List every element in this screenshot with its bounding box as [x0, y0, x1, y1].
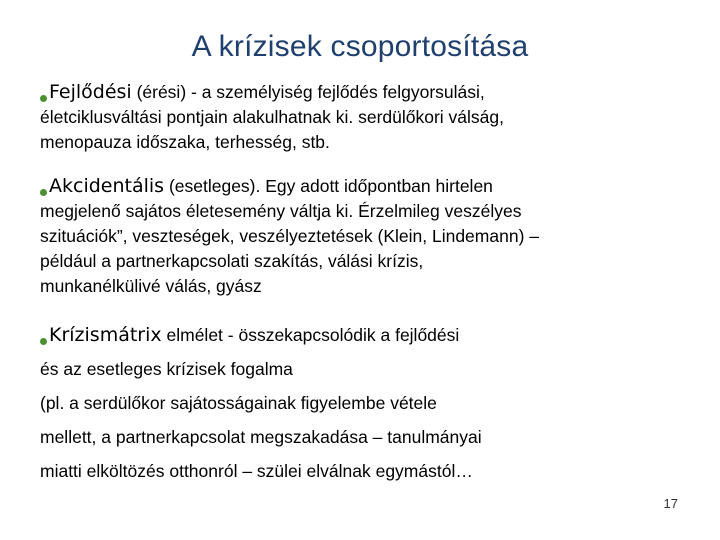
bullet-dot-icon: [40, 95, 47, 102]
bullet-dot-icon: [40, 338, 47, 345]
bullet-line: és az esetleges krízisek fogalma: [40, 359, 293, 379]
bullet-line: (pl. a serdülőkor sajátosságainak figyelembe vétele: [40, 393, 437, 413]
bullet-text: (érési) - a személyiség fejlődés felgyorsulási,: [131, 82, 485, 102]
bullet-line: [40, 80, 695, 105]
bullet-line: [40, 174, 695, 199]
bullet-line: életciklusváltási pontjain alakulhatnak ki. serdülőkori válság,: [40, 107, 504, 127]
bullet-line: szituációk”, veszteségek, veszélyeztetések (Klein, Lindemann) –: [40, 226, 539, 246]
bullet-text: elmélet - összekapcsolódik a fejlődési: [161, 325, 460, 345]
bullet-term: Akcidentális: [49, 175, 165, 197]
bullet-term: Fejlődési: [49, 81, 132, 103]
bullet-line: [40, 318, 695, 352]
bullet-dot-icon: [40, 189, 47, 196]
bullet-line: menopauza időszaka, terhesség, stb.: [40, 132, 330, 152]
bullet-line: például a partnerkapcsolati szakítás, válási krízis,: [40, 251, 424, 271]
bullet-line: mellett, a partnerkapcsolat megszakadása – tanulmányai: [40, 427, 482, 447]
bullet-krizismatrix: [40, 318, 695, 488]
bullet-line: miatti elköltözés otthonról – szülei elválnak egymástól…: [40, 461, 473, 481]
page-number: 17: [663, 496, 678, 511]
bullet-fejlodesi: [40, 80, 695, 155]
bullet-text: (esetleges). Egy adott időpontban hirtelen: [164, 176, 493, 196]
bullet-akcidentalis: [40, 174, 695, 299]
bullet-line: megjelenő sajátos életesemény váltja ki. Érzelmileg veszélyes: [40, 201, 522, 221]
bullet-term: Krízismátrix: [49, 324, 162, 346]
bullet-line: munkanélkülivé válás, gyász: [40, 276, 262, 296]
slide-title: A krízisek csoportosítása: [191, 30, 529, 63]
